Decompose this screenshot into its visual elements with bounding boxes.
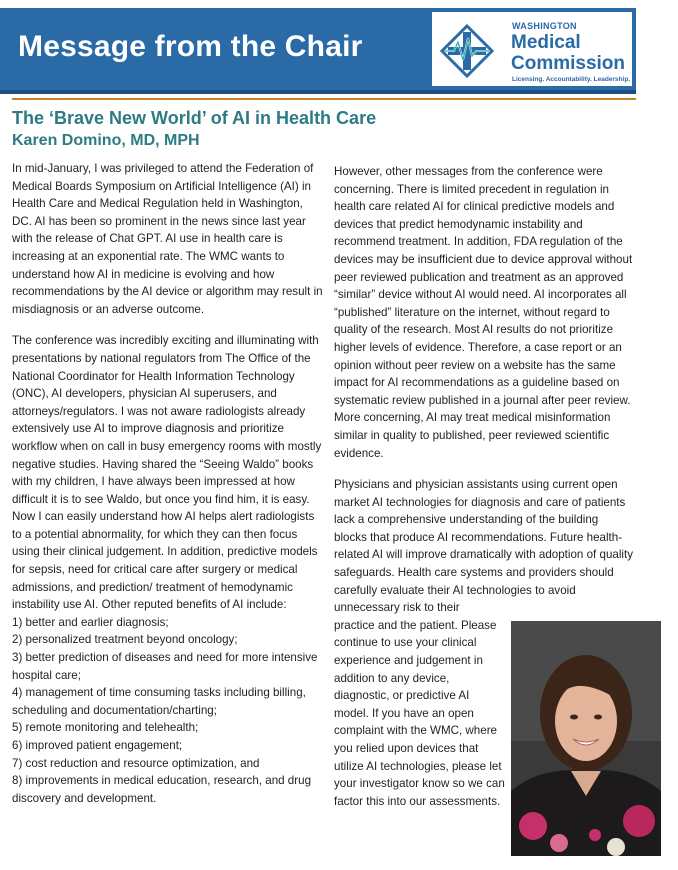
divider — [12, 98, 636, 100]
paragraph: However, other messages from the conference were concerning. There is limited precedent in regulation in health care related AI for clinical predictive models and devices that predict hemodynamic instability and recommend treatment. In addition, FDA regulation of the devices may be insufficient due to device approval without peer reviewed publication and treatment as an approved “similar” device without AI would need. AI incorporates all “published” literature on the internet, without regard to quality of the research. Most AI results do not prioritize higher levels of evidence. Therefore, a case report or an opinion without peer review on a website has the same impact for AI recommendations as a guideline based on systematic review published in a journal after peer review. More concerning, AI may treat medical misinformation similar in quality to published, peer reviewed scientific evidence. — [334, 165, 633, 460]
list-item: 3) better prediction of diseases and need for more intensive hospital care; — [12, 651, 318, 682]
logo-tagline: Licensing. Accountability. Leadership. — [512, 76, 631, 83]
paragraph: The conference was incredibly exciting and illuminating with presentations by national regulators from The Office of the National Coordinator for Health Information Technology (ONC), AI developers, physician AI superusers, and attorneys/regulators. I was not aware radiologists already extensively use AI to improve diagnosis and prioritize workflow when on call in busy emergency rooms with mostly negative studies. Having shared the “Seeing Waldo” books with my children, I have always been impressed at how difficult it is to see Waldo, but once you find him, it is easy. Now I can easily understand how AI helps alert radiologists to a potential abnormality, for which they can then focus using their clinical judgement. In addition, predictive models for sepsis, need for critical care after surgery or medical admissions, and prediction/ treatment of hemodynamic instability use AI. Other reputed benefits of AI include: — [12, 334, 322, 612]
logo-name-line2: Commission — [511, 53, 626, 74]
article-headline: The ‘Brave New World’ of AI in Health Care — [12, 108, 377, 128]
paragraph-continued: practice and the patient. Please continue to use your clinical experience and judgement in addition to any device, diagnostic, or predictive AI model. If you have an open complaint with the WMC, where you relied upon devices that utilize AI technologies, please let your investigator know so we can factor this into our assessments. — [334, 618, 505, 808]
list-item: 5) remote monitoring and telehealth; — [12, 721, 199, 735]
list-item: 4) management of time consuming tasks including billing, scheduling and documentation/charting; — [12, 686, 306, 717]
logo — [432, 12, 632, 86]
logo-name — [511, 32, 625, 74]
list-item: 7) cost reduction and resource optimization, and — [12, 756, 260, 770]
logo-name-line1: Medical — [511, 32, 581, 53]
author-photo — [511, 621, 661, 856]
list-item: 1) better and earlier diagnosis; — [12, 615, 169, 629]
portrait-image — [511, 621, 661, 856]
paragraph: In mid-January, I was privileged to attend the Federation of Medical Boards Symposium on Artificial Intelligence (AI) in Health Care and Medical Regulation held in Washington, DC. AI has been so prominent in the news since last year with the release of Chat GPT. AI use in health care is increasing at an exponential rate. The WMC wants to understand how AI in medicine is evolving and how recommendations by the AI device or algorithm may result in misdiagnosis or an adverse outcome. — [12, 162, 323, 316]
left-column — [12, 160, 324, 807]
header-banner — [0, 0, 678, 98]
paragraph: Physicians and physician assistants using current open market AI technologies for diagnosis and care of patients lack a comprehensive understanding of the building blocks that produce AI recommendations. Future health-related AI will improve dramatically with adoption of quality safeguards. Health care systems and providers should carefully evaluate their AI technologies to avoid unnecessary risk to their — [334, 478, 634, 615]
article-byline: Karen Domino, MD, MPH — [12, 132, 200, 149]
medical-cross-icon — [440, 24, 494, 78]
logo-state: WASHINGTON — [512, 21, 577, 31]
page-title: Message from the Chair — [18, 30, 363, 63]
benefits-list — [12, 614, 324, 808]
list-item: 8) improvements in medical education, research, and drug discovery and development. — [12, 774, 312, 805]
list-item: 2) personalized treatment beyond oncology; — [12, 633, 238, 647]
list-item: 6) improved patient engagement; — [12, 739, 183, 752]
